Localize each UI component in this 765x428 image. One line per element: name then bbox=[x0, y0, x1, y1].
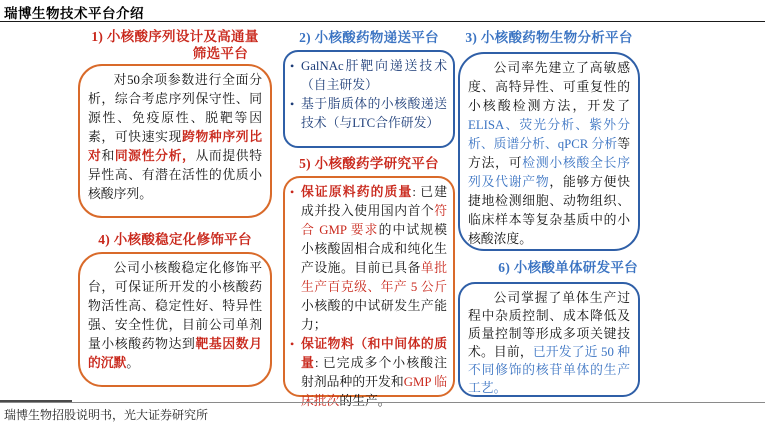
panel-1-title bbox=[78, 28, 272, 62]
panel-5-bullet-2: 保证物料（和中间体的质量: 已完成多个小核酸注射剂品种的开发和GMP 临床批次的生产。 bbox=[301, 337, 448, 408]
page-title: 瑞博生物技术平台介绍 bbox=[4, 6, 144, 21]
panel-4-box bbox=[78, 252, 272, 387]
panel-5-list bbox=[285, 178, 453, 411]
list-item bbox=[290, 183, 447, 335]
panel-2-box bbox=[283, 50, 455, 148]
footer-divider bbox=[0, 402, 765, 403]
panel-1-box bbox=[78, 64, 272, 218]
panel-6-box bbox=[458, 282, 640, 397]
panel-6-text: 公司掌握了单体生产过程中杂质控制、成本降低及质量控制等形成多项关键技术。目前，已开发了近 50 种不同修饰的核苷单体的生产工艺。 bbox=[468, 291, 631, 395]
panel-3-title: 3) 小核酸药物生物分析平台 bbox=[465, 30, 633, 45]
panel-1-title-line2: 筛选平台 bbox=[192, 46, 248, 61]
panel-3-text: 公司率先建立了高敏感度、高特异性、可重复性的小核酸检测方法，开发了ELISA、荧光分析、紫外分析、质谱分析、qPCR 分析等方法，可检测小核酸全长序列及代谢产物，能够方便快捷地检测细胞、动物组织、临床样本等复杂基质中的小核酸浓度。 bbox=[468, 61, 631, 246]
panel-3-box bbox=[458, 52, 640, 251]
panel-4-text: 公司小核酸稳定化修饰平台，可保证所开发的小核酸药物活性高、稳定性好、特异性强、安全性优，目前公司单剂量小核酸药物达到靶基因数月的沉默。 bbox=[88, 261, 262, 370]
list-item bbox=[290, 57, 447, 95]
panel-5-box bbox=[283, 176, 455, 408]
panel-5-title: 5) 小核酸药学研究平台 bbox=[299, 156, 439, 171]
list-item bbox=[290, 95, 447, 133]
panel-5-bullet-1: 保证原料药的质量: 已建成并投入使用国内首个符合 GMP 要求的中试规模小核酸固相合成和纯化生产设施。目前已具备单批生产百克级、年产 5 公斤小核酸的中试研发生产能力； bbox=[301, 185, 448, 332]
source-note: 瑞博生物招股说明书，光大证券研究所 bbox=[4, 408, 209, 422]
panel-2-bullet-1: GalNAc肝靶向递送技术（自主研发） bbox=[301, 59, 447, 92]
bullet-dot-icon: • bbox=[290, 97, 295, 111]
header-divider bbox=[0, 21, 765, 22]
bullet-dot-icon: • bbox=[290, 59, 295, 73]
list-item bbox=[290, 335, 447, 411]
panel-4-title: 4) 小核酸稳定化修饰平台 bbox=[98, 232, 252, 247]
panel-1-text: 对50余项参数进行全面分析，综合考虑序列保守性、同源性、免疫原性、脱靶等因素，可快速实现跨物种序列比对和同源性分析，从而提供特异性高、有潜在活性的优质小核酸序列。 bbox=[88, 73, 263, 201]
panel-2-bullet-2: 基于脂质体的小核酸递送技术（与LTC合作研发） bbox=[301, 97, 447, 130]
panel-2-title: 2) 小核酸药物递送平台 bbox=[299, 30, 439, 45]
panel-2-list bbox=[285, 52, 453, 133]
bullet-dot-icon: • bbox=[290, 185, 295, 199]
panel-6-title: 6) 小核酸单体研发平台 bbox=[498, 260, 638, 275]
bullet-dot-icon: • bbox=[290, 337, 295, 351]
panel-1-title-line1: 1) 小核酸序列设计及高通量 bbox=[91, 29, 259, 44]
